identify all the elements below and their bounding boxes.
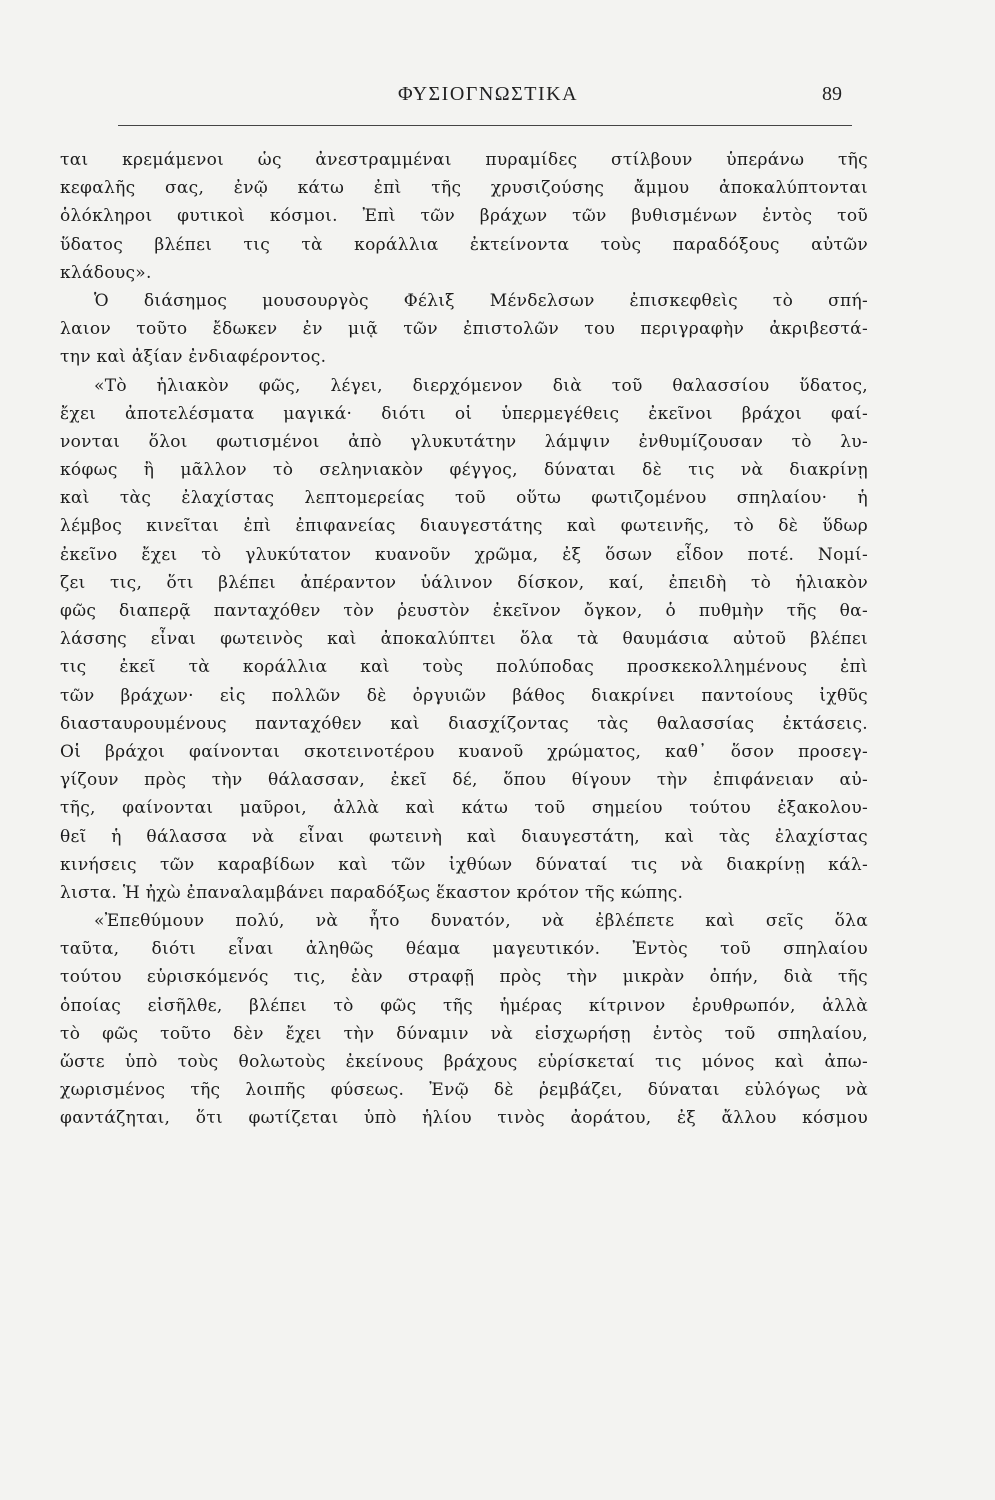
text-line: κεφαλῆς σας, ἐνῷ κάτω ἐπὶ τῆς χρυσιζούσης ἄμμου ἀποκαλύπτονται [60, 178, 868, 199]
text-line: χωρισμένος τῆς λοιπῆς φύσεως. Ἐνῷ δὲ ῥεμβάζει, δύναται εὐλόγως νὰ [60, 1080, 868, 1101]
text-line: ὁλόκληροι φυτικοὶ κόσμοι. Ἐπὶ τῶν βράχων τῶν βυθισμένων ἐντὸς τοῦ [60, 206, 868, 227]
page-number: 89 [822, 83, 842, 105]
text-line: Οἱ βράχοι φαίνονται σκοτεινοτέρου κυανοῦ χρώματος, καθ᾽ ὅσον προσεγ- [60, 741, 868, 762]
text-line: «Τὸ ἡλιακὸν φῶς, λέγει, διερχόμενον διὰ τοῦ θαλασσίου ὕδατος, [94, 375, 868, 396]
text-line: λέμβος κινεῖται ἐπὶ ἐπιφανείας διαυγεστάτης καὶ φωτεινῆς, τὸ δὲ ὕδωρ [60, 516, 868, 537]
text-line: ὥστε ὑπὸ τοὺς θολωτοὺς ἐκείνους βράχους εὑρίσκεταί τις μόνος καὶ ἀπω- [60, 1052, 868, 1072]
text-line: «Ἐπεθύμουν πολύ, νὰ ἦτο δυνατόν, νὰ ἐβλέπετε καὶ σεῖς ὅλα [94, 911, 868, 932]
text-line: φαντάζηται, ὅτι φωτίζεται ὑπὸ ἡλίου τινὸς ἀοράτου, ἐξ ἄλλου κόσμου [60, 1108, 868, 1129]
text-line: τις ἐκεῖ τὰ κοράλλια καὶ τοὺς πολύποδας προσκεκολλημένους ἐπὶ [60, 657, 868, 678]
text-line: φῶς διαπερᾷ πανταχόθεν τὸν ῥευστὸν ἐκεῖνον ὄγκον, ὁ πυθμὴν τῆς θα- [60, 601, 868, 621]
text-line: διασταυρουμένους πανταχόθεν καὶ διασχίζοντας τὰς θαλασσίας ἐκτάσεις. [60, 713, 868, 734]
text-line: ται κρεμάμενοι ὡς ἀνεστραμμέναι πυραμίδες στίλβουν ὑπεράνω τῆς [60, 150, 868, 170]
text-line: Ὁ διάσημος μουσουργὸς Φέλιξ Μένδελσων ἐπισκεφθεὶς τὸ σπή- [94, 290, 868, 311]
text-line: λιστα. Ἡ ἠχὼ ἐπαναλαμβάνει παραδόξως ἕκαστον κρότον τῆς κώπης. [60, 882, 684, 903]
text-line: τῶν βράχων· εἰς πολλῶν δὲ ὀργυιῶν βάθος διακρίνει παντοίους ἰχθῦς [60, 685, 868, 706]
text-line: την καὶ ἀξίαν ἐνδιαφέροντος. [60, 347, 327, 368]
text-line: ὁποίας εἰσῆλθε, βλέπει τὸ φῶς τῆς ἡμέρας κίτρινον ἐρυθρωπόν, ἀλλὰ [60, 995, 868, 1016]
text-line: θεῖ ἡ θάλασσα νὰ εἶναι φωτεινὴ καὶ διαυγεστάτη, καὶ τὰς ἐλαχίστας [60, 826, 868, 847]
text-line: γίζουν πρὸς τὴν θάλασσαν, ἐκεῖ δέ, ὅπου θίγουν τὴν ἐπιφάνειαν αὐ- [60, 770, 868, 791]
text-line: τούτου εὑρισκόμενός τις, ἐὰν στραφῇ πρὸς τὴν μικρὰν ὀπήν, διὰ τῆς [60, 967, 868, 988]
text-line: κόφως ἢ μᾶλλον τὸ σεληνιακὸν φέγγος, δύναται δὲ τις νὰ διακρίνῃ [60, 460, 868, 481]
body-text [60, 146, 868, 1133]
text-line: κλάδους». [60, 262, 152, 283]
text-line: ὕδατος βλέπει τις τὰ κοράλλια ἐκτείνοντα τοὺς παραδόξους αὐτῶν [60, 234, 868, 255]
text-line: νονται ὅλοι φωτισμένοι ἀπὸ γλυκυτάτην λάμψιν ἐνθυμίζουσαν τὸ λυ- [60, 431, 868, 452]
text-line: τῆς, φαίνονται μαῦροι, ἀλλὰ καὶ κάτω τοῦ σημείου τούτου ἐξακολου- [60, 798, 868, 819]
running-title: ΦΥΣΙΟΓΝΩΣΤΙΚΑ [397, 83, 579, 105]
text-line: ζει τις, ὅτι βλέπει ἀπέραντον ὑάλινον δίσκον, καί, ἐπειδὴ τὸ ἡλιακὸν [60, 572, 868, 593]
text-line: καὶ τὰς ἐλαχίστας λεπτομερείας τοῦ οὕτω φωτιζομένου σπηλαίου· ἡ [60, 488, 868, 509]
page-header [128, 83, 848, 113]
text-line: ἔχει ἀποτελέσματα μαγικά· διότι οἱ ὑπερμεγέθεις ἐκεῖνοι βράχοι φαί- [60, 403, 868, 424]
text-line: λαιον τοῦτο ἔδωκεν ἐν μιᾷ τῶν ἐπιστολῶν του περιγραφὴν ἀκριβεστά- [60, 319, 868, 340]
text-line: ἐκεῖνο ἔχει τὸ γλυκύτατον κυανοῦν χρῶμα, ἐξ ὅσων εἶδον ποτέ. Νομί- [60, 544, 868, 565]
header-rule [118, 125, 852, 126]
text-line: κινήσεις τῶν καραβίδων καὶ τῶν ἰχθύων δύναταί τις νὰ διακρίνῃ κάλ- [60, 854, 868, 875]
text-line: τὸ φῶς τοῦτο δὲν ἔχει τὴν δύναμιν νὰ εἰσχωρήσῃ ἐντὸς τοῦ σπηλαίου, [60, 1023, 868, 1044]
text-line: ταῦτα, διότι εἶναι ἀληθῶς θέαμα μαγευτικόν. Ἐντὸς τοῦ σπηλαίου [60, 939, 868, 960]
text-line: λάσσης εἶναι φωτεινὸς καὶ ἀποκαλύπτει ὅλα τὰ θαυμάσια αὐτοῦ βλέπει [60, 629, 868, 650]
